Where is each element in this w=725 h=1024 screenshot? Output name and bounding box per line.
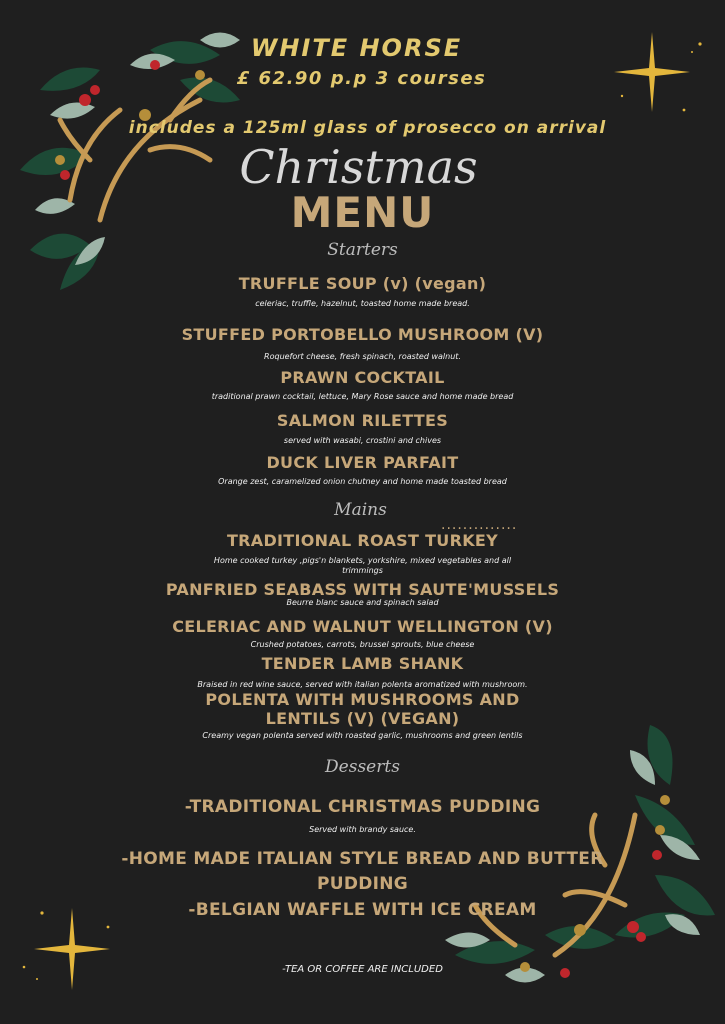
dish-description: Braised in red wine sauce, served with italian polenta aromatized with mushroom.	[197, 680, 528, 689]
dish-description: Roquefort cheese, fresh spinach, roasted walnut.	[264, 352, 461, 361]
dish-description: traditional prawn cocktail, lettuce, Mary Rose sauce and home made bread	[211, 392, 514, 401]
dish-name: TRADITIONAL ROAST TURKEY	[226, 531, 499, 550]
dish-description: celeriac, truffle, hazelnut, toasted home made bread.	[255, 299, 470, 308]
dish-name: STUFFED PORTOBELLO MUSHROOM (V)	[181, 325, 544, 344]
dish-description: Home cooked turkey ,pigs'n blankets, yorkshire, mixed vegetables and all	[213, 556, 512, 565]
dessert-name-continued: PUDDING	[316, 874, 409, 894]
dish-description: Beurre blanc sauce and spinach salad	[286, 598, 439, 607]
dish-description-continued: trimmings	[342, 566, 383, 575]
decorative-dots: ..............	[441, 517, 518, 533]
dish-description: Creamy vegan polenta served with roasted garlic, mushrooms and green lentils	[202, 731, 523, 740]
venue-name: WHITE HORSE	[250, 34, 463, 62]
dish-name: POLENTA WITH MUSHROOMS AND	[205, 690, 520, 709]
footer-note: -TEA OR COFFEE ARE INCLUDED	[282, 964, 443, 975]
page-title: MENU	[290, 188, 435, 237]
dessert-name: -TRADITIONAL CHRISTMAS PUDDING	[184, 797, 541, 817]
dish-name: DUCK LIVER PARFAIT	[266, 453, 459, 472]
dessert-name: -BELGIAN WAFFLE WITH ICE CREAM	[188, 900, 537, 920]
dessert-description: Served with brandy sauce.	[309, 825, 416, 834]
dish-name: TENDER LAMB SHANK	[261, 654, 464, 673]
dish-description: served with wasabi, crostini and chives	[283, 436, 442, 445]
dish-description: Crushed potatoes, carrots, brussel sprouts, blue cheese	[250, 640, 475, 649]
title-script: Christmas	[239, 140, 478, 194]
dessert-name: -HOME MADE ITALIAN STYLE BREAD AND BUTTER	[121, 849, 604, 869]
dish-name: PANFRIED SEABASS WITH SAUTE'MUSSELS	[165, 580, 560, 599]
section-heading-mains: Mains	[334, 500, 387, 520]
dish-name: SALMON RILETTES	[276, 411, 449, 430]
price-line: £ 62.90 p.p 3 courses	[236, 68, 487, 89]
dish-name: TRUFFLE SOUP (v) (vegan)	[238, 274, 487, 293]
dish-name: CELERIAC AND WALNUT WELLINGTON (V)	[172, 617, 553, 636]
prosecco-note: includes a 125ml glass of prosecco on arrival	[128, 118, 607, 138]
dish-name: PRAWN COCKTAIL	[280, 368, 445, 387]
dish-description: Orange zest, caramelized onion chutney and home made toasted bread	[218, 477, 507, 486]
section-heading-starters: Starters	[327, 240, 398, 260]
dish-name-continued: LENTILS (V) (VEGAN)	[265, 709, 460, 728]
section-heading-desserts: Desserts	[325, 757, 400, 777]
